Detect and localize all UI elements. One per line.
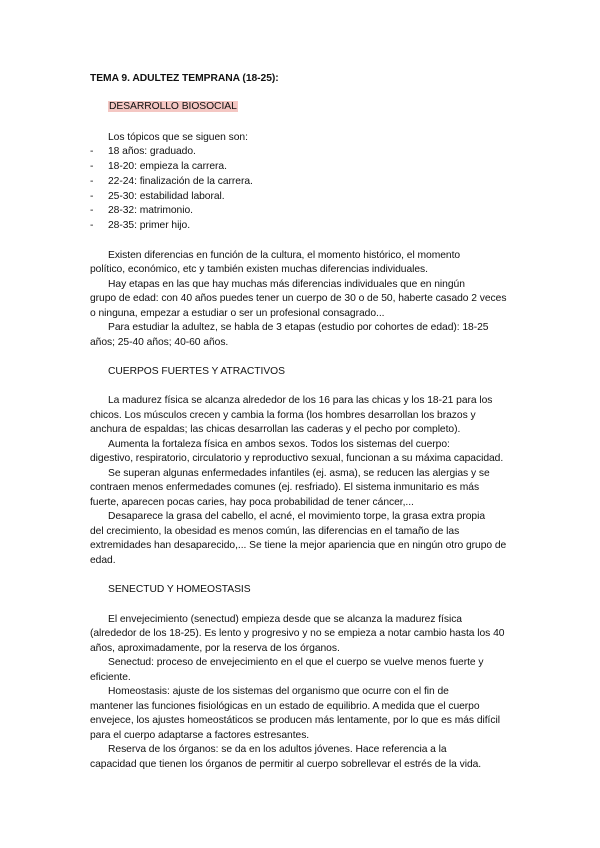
text-line: (alrededor de los 18-25). Es lento y progresivo y no se empieza a notar cambio hasta los 40 [90, 628, 505, 639]
list-bullet: - [90, 205, 94, 216]
text-line: o ninguna, empezar a estudiar o ser un profesional consagrado... [90, 308, 385, 319]
text-line: Senectud: proceso de envejecimiento en el que el cuerpo se vuelve menos fuerte y [108, 657, 484, 668]
text-line: envejece, los ajustes homeostáticos se producen más lentamente, por lo que es más difícil [90, 715, 500, 726]
text-line: Aumenta la fortaleza física en ambos sexos. Todos los sistemas del cuerpo: [108, 439, 450, 450]
text-line: político, económico, etc y también existen muchas diferencias individuales. [90, 264, 428, 275]
text-line: anchura de espaldas; las chicas desarrollan las caderas y el pecho por completo). [90, 424, 461, 435]
text-line: chicos. Los músculos crecen y cambia la forma (los hombres desarrollan los brazos y [90, 410, 476, 421]
list-item: 18 años: graduado. [108, 146, 196, 157]
text-line: capacidad que tienen los órganos de permitir al cuerpo sobrellevar el estrés de la vida. [90, 759, 482, 770]
text-line: La madurez física se alcanza alrededor de los 16 para las chicas y los 18-21 para los [108, 395, 493, 406]
section-heading-senescence: SENECTUD Y HOMEOSTASIS [108, 584, 251, 595]
text-line: El envejecimiento (senectud) empieza desde que se alcanza la madurez física [108, 614, 462, 625]
text-line: Para estudiar la adultez, se habla de 3 etapas (estudio por cohortes de edad): 18-25 [108, 322, 489, 333]
list-item: 28-35: primer hijo. [108, 220, 191, 231]
list-bullet: - [90, 176, 94, 187]
list-bullet: - [90, 191, 94, 202]
text-line: Hay etapas en las que hay muchas más diferencias individuales que en ningún [108, 279, 465, 290]
text-line: edad. [90, 555, 116, 566]
list-item: 22-24: finalización de la carrera. [108, 176, 253, 187]
text-line: Reserva de los órganos: se da en los adultos jóvenes. Hace referencia a la [108, 744, 447, 755]
text-line: Desaparece la grasa del cabello, el acné, el movimiento torpe, la grasa extra propia [108, 511, 485, 522]
text-line: para el cuerpo adaptarse a factores estresantes. [90, 730, 310, 741]
text-line: extremidades han desaparecido,... Se tiene la mejor apariencia que en ningún otro grupo de [90, 540, 507, 551]
text-line: años, aproximadamente, por la reserva de los órganos. [90, 643, 340, 654]
list-bullet: - [90, 220, 94, 231]
text-line: contraen menos enfermedades comunes (ej. resfriado). El sistema inmunitario es más [90, 482, 480, 493]
text-line: mantener las funciones fisiológicas en un estado de equilibrio. A medida que el cuerpo [90, 701, 480, 712]
list-intro: Los tópicos que se siguen son: [108, 132, 248, 143]
list-item: 18-20: empieza la carrera. [108, 161, 227, 172]
document-title: TEMA 9. ADULTEZ TEMPRANA (18-25): [90, 73, 279, 84]
text-line: Se superan algunas enfermedades infantiles (ej. asma), se reducen las alergias y se [108, 468, 490, 479]
text-line: fuerte, aparecen pocas caries, hay poca probabilidad de tener cáncer,... [90, 497, 414, 508]
list-item: 28-32: matrimonio. [108, 205, 193, 216]
text-line: digestivo, respiratorio, circulatorio y reproductivo sexual, funcionan a su máxima capacidad. [90, 453, 504, 464]
text-line: grupo de edad: con 40 años puedes tener un cuerpo de 30 o de 50, haberte casado 2 veces [90, 293, 507, 304]
text-line: Existen diferencias en función de la cultura, el momento histórico, el momento [108, 250, 461, 261]
list-bullet: - [90, 146, 94, 157]
highlighted-heading: DESARROLLO BIOSOCIAL [109, 101, 237, 112]
text-line: años; 25-40 años; 40-60 años. [90, 337, 229, 348]
text-line: del crecimiento, la obesidad es menos común, las diferencias en el tamaño de las [90, 526, 460, 537]
text-line: Homeostasis: ajuste de los sistemas del organismo que ocurre con el fin de [108, 686, 449, 697]
list-bullet: - [90, 161, 94, 172]
section-heading-biosocial [108, 100, 238, 114]
text-line: eficiente. [90, 672, 131, 683]
section-heading-bodies: CUERPOS FUERTES Y ATRACTIVOS [108, 366, 285, 377]
list-item: 25-30: estabilidad laboral. [108, 191, 225, 202]
